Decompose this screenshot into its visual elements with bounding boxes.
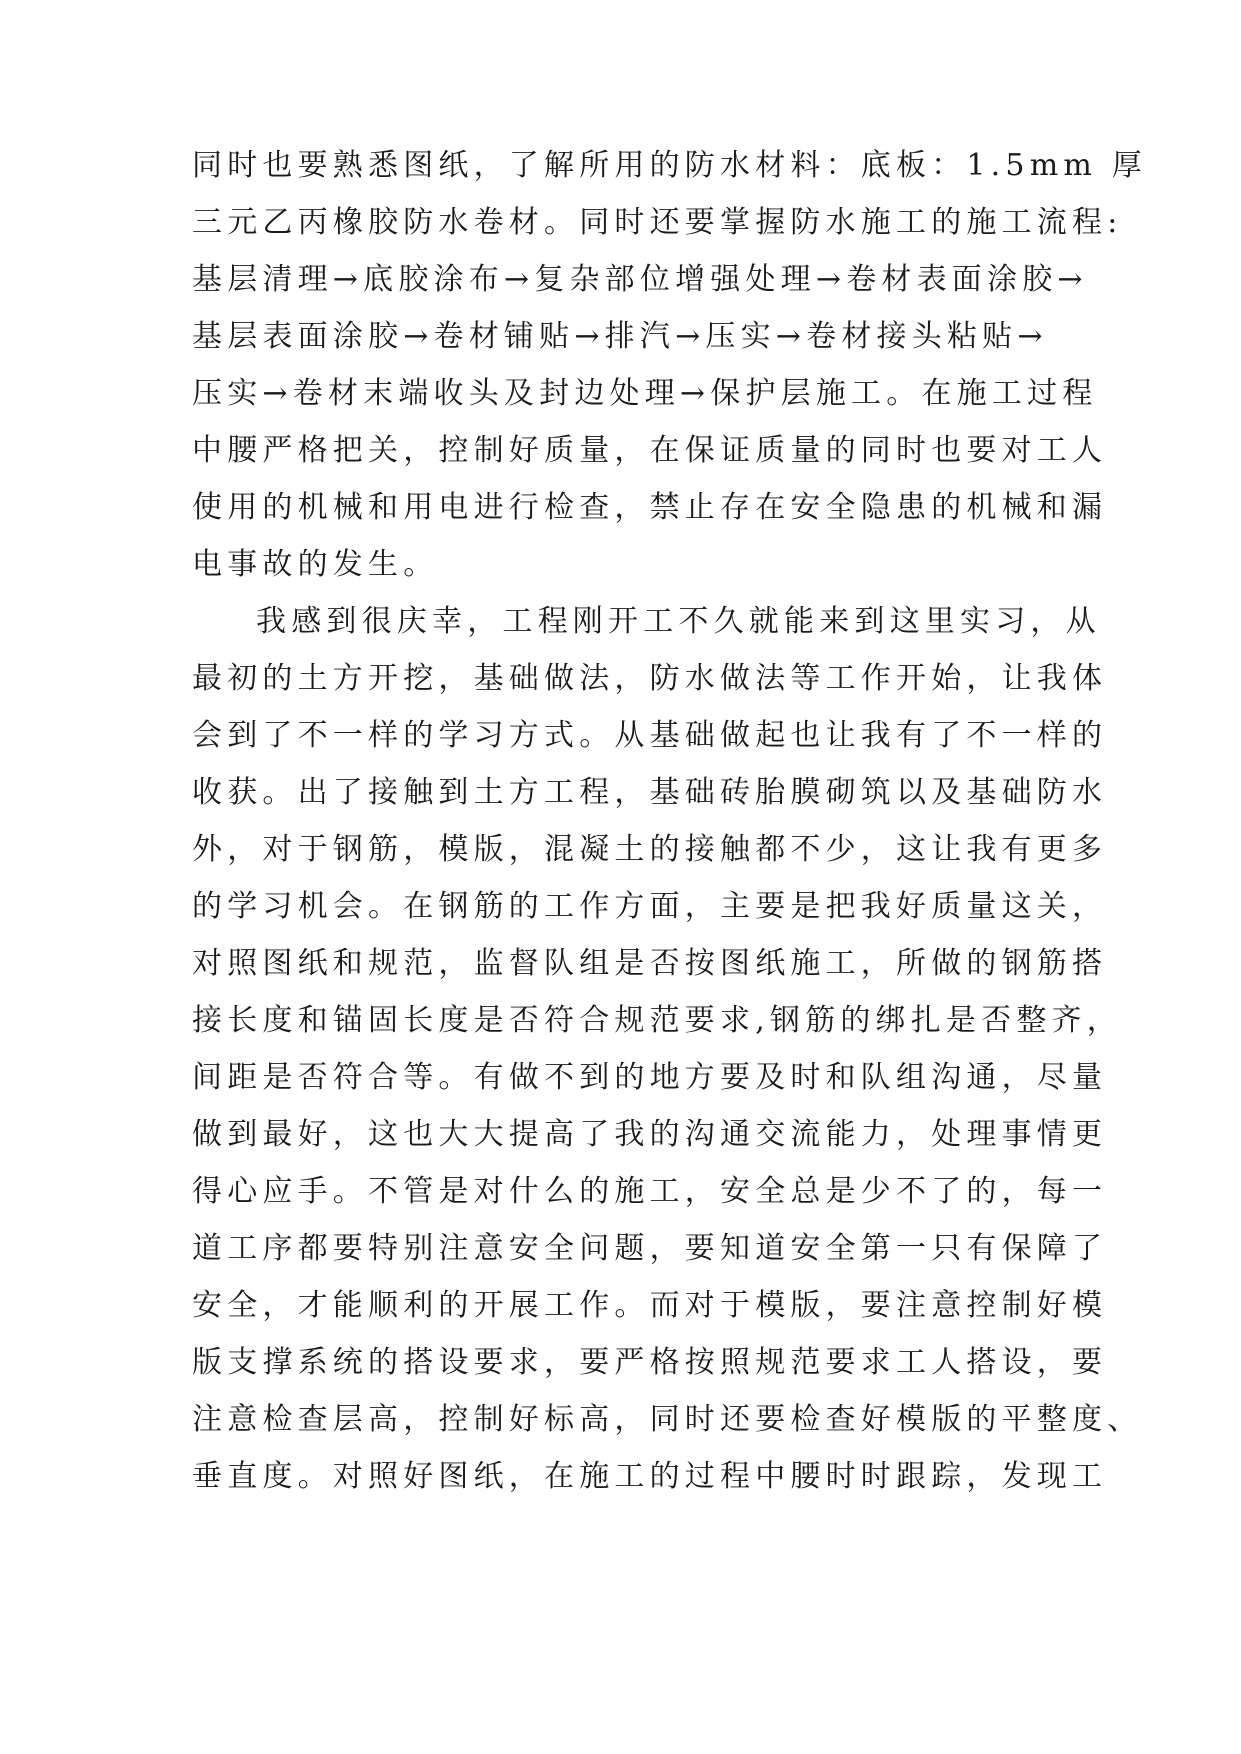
text-line: 版支撑系统的搭设要求，要严格按照规范要求工人搭设，要 bbox=[192, 1345, 1108, 1380]
text-line: 基层清理→底胶涂布→复杂部位增强处理→卷材表面涂胶→ bbox=[192, 262, 1088, 297]
text-line: 同时也要熟悉图纸，了解所用的防水材料：底板：1.5mm 厚 bbox=[192, 148, 1147, 183]
text-line: 中腰严格把关，控制好质量，在保证质量的同时也要对工人 bbox=[192, 433, 1108, 468]
text-line: 做到最好，这也大大提高了我的沟通交流能力，处理事情更 bbox=[192, 1117, 1108, 1152]
text-line: 最初的土方开挖，基础做法，防水做法等工作开始，让我体 bbox=[192, 661, 1108, 696]
text-line: 垂直度。对照好图纸，在施工的过程中腰时时跟踪，发现工 bbox=[192, 1459, 1108, 1494]
text-line: 压实→卷材末端收头及封边处理→保护层施工。在施工过程 bbox=[192, 376, 1098, 411]
text-line: 三元乙丙橡胶防水卷材。同时还要掌握防水施工的施工流程: bbox=[192, 205, 1123, 240]
text-line: 注意检查层高，控制好标高，同时还要检查好模版的平整度、 bbox=[192, 1402, 1143, 1437]
text-line: 基层表面涂胶→卷材铺贴→排汽→压实→卷材接头粘贴→ bbox=[192, 319, 1048, 354]
text-line: 对照图纸和规范，监督队组是否按图纸施工，所做的钢筋搭 bbox=[192, 946, 1108, 981]
text-line: 得心应手。不管是对什么的施工，安全总是少不了的，每一 bbox=[192, 1174, 1108, 1209]
text-line: 使用的机械和用电进行检查，禁止存在安全隐患的机械和漏 bbox=[192, 490, 1108, 525]
text-line: 会到了不一样的学习方式。从基础做起也让我有了不一样的 bbox=[192, 718, 1108, 753]
text-line: 电事故的发生。 bbox=[192, 547, 439, 582]
text-line: 安全，才能顺利的开展工作。而对于模版，要注意控制好模 bbox=[192, 1288, 1108, 1323]
text-line: 接长度和锚固长度是否符合规范要求,钢筋的绑扎是否整齐， bbox=[192, 1003, 1122, 1038]
text-line: 我感到很庆幸，工程刚开工不久就能来到这里实习，从 bbox=[256, 604, 1101, 639]
text-line: 收获。出了接触到土方工程，基础砖胎膜砌筑以及基础防水 bbox=[192, 775, 1108, 810]
text-line: 间距是否符合等。有做不到的地方要及时和队组沟通，尽量 bbox=[192, 1060, 1108, 1095]
text-line: 道工序都要特别注意安全问题，要知道安全第一只有保障了 bbox=[192, 1231, 1108, 1266]
text-line: 的学习机会。在钢筋的工作方面，主要是把我好质量这关， bbox=[192, 889, 1108, 924]
text-line: 外，对于钢筋，模版，混凝土的接触都不少，这让我有更多 bbox=[192, 832, 1108, 867]
